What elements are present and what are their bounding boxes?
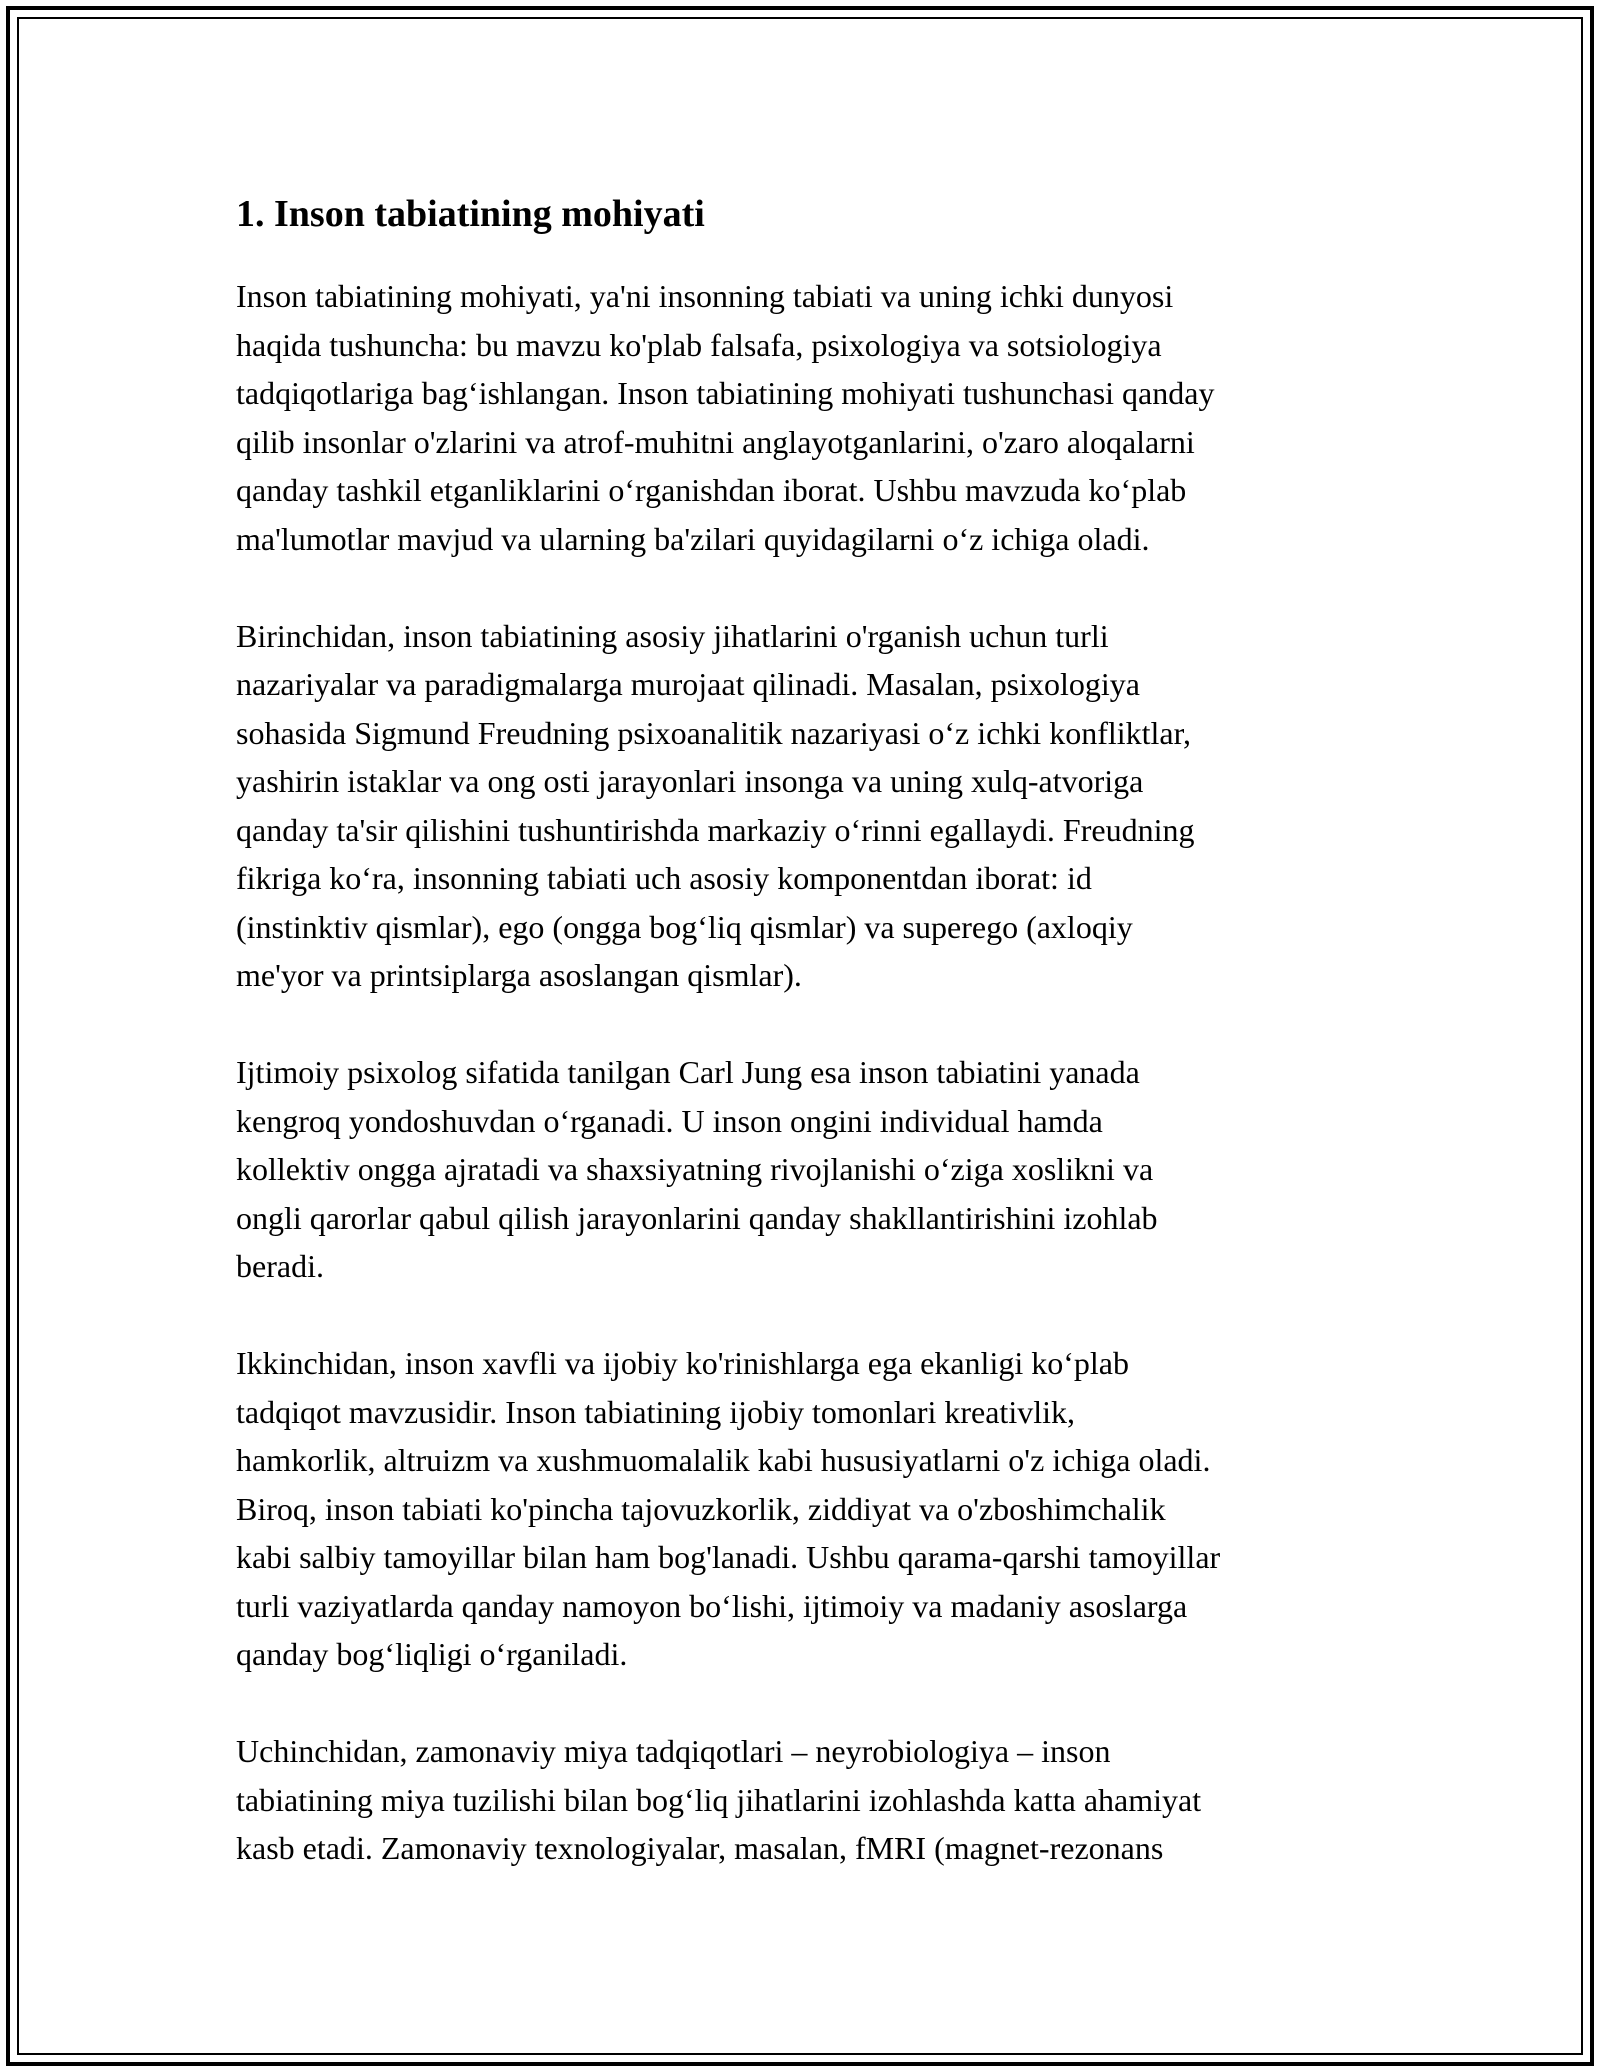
text-line: beradi. <box>236 1248 324 1284</box>
text-line: Ijtimoiy psixolog sifatida tanilgan Carl Jung esa inson tabiatini yanada <box>236 1054 1140 1090</box>
text-line: qanday tashkil etganliklarini o‘rganishdan iborat. Ushbu mavzuda ko‘plab <box>236 472 1187 508</box>
text-line: kengroq yondoshuvdan o‘rganadi. U inson ongini individual hamda <box>236 1102 1103 1139</box>
text-line: Biroq, inson tabiati ko'pincha tajovuzkorlik, ziddiyat va o'zboshimchalik <box>236 1490 1166 1527</box>
text-line: ongli qarorlar qabul qilish jarayonlarini qanday shakllantirishini izohlab <box>236 1199 1158 1236</box>
paragraph-1 <box>236 272 1396 563</box>
text-line: Uchinchidan, zamonaviy miya tadqiqotlari – neyrobiologiya – inson <box>236 1733 1111 1769</box>
text-line: nazariyalar va paradigmalarga murojaat qilinadi. Masalan, psixologiya <box>236 666 1140 702</box>
text-line: Inson tabiatining mohiyati, ya'ni insonning tabiati va uning ichki dunyosi <box>236 278 1174 314</box>
text-line: qanday ta'sir qilishini tushuntirishda markaziy o‘rinni egallaydi. Freudning <box>236 811 1195 848</box>
text-line: tadqiqotlariga bag‘ishlangan. Inson tabiatining mohiyati tushunchasi qanday <box>236 375 1215 411</box>
text-line: yashirin istaklar va ong osti jarayonlari insonga va uning xulq-atvoriga <box>236 763 1144 799</box>
text-line: (instinktiv qismlar), ego (ongga bog‘liq qismlar) va superego (axloqiy <box>236 908 1133 945</box>
text-line: qilib insonlar o'zlarini va atrof-muhitni anglayotganlarini, o'zaro aloqalarni <box>236 423 1195 460</box>
section-heading: 1. Inson tabiatining mohiyati <box>236 193 705 235</box>
text-line: haqida tushuncha: bu mavzu ko'plab falsafa, psixologiya va sotsiologiya <box>236 326 1162 363</box>
text-line: qanday bog‘liqligi o‘rganiladi. <box>236 1636 628 1672</box>
paragraph-3 <box>236 1048 1396 1291</box>
text-line: fikriga ko‘ra, insonning tabiati uch asosiy komponentdan iborat: id <box>236 860 1092 896</box>
paragraph-4 <box>236 1339 1396 1679</box>
text-line: kasb etadi. Zamonaviy texnologiyalar, masalan, fMRI (magnet-rezonans <box>236 1830 1164 1866</box>
text-line: turli vaziyatlarda qanday namoyon bo‘lishi, ijtimoiy va madaniy asoslarga <box>236 1587 1188 1624</box>
text-line: ma'lumotlar mavjud va ularning ba'zilari quyidagilarni o‘z ichiga oladi. <box>236 520 1150 557</box>
text-line: kabi salbiy tamoyillar bilan ham bog'lanadi. Ushbu qarama-qarshi tamoyillar <box>236 1539 1221 1575</box>
text-line: kollektiv ongga ajratadi va shaxsiyatning rivojlanishi o‘ziga xoslikni va <box>236 1151 1154 1187</box>
text-line: sohasida Sigmund Freudning psixoanalitik nazariyasi o‘z ichki konfliktlar, <box>236 714 1191 751</box>
text-line: hamkorlik, altruizm va xushmuomalalik kabi hususiyatlarni o'z ichiga oladi. <box>236 1442 1211 1478</box>
paragraph-5 <box>236 1727 1396 1873</box>
text-line: tadqiqot mavzusidir. Inson tabiatining ijobiy tomonlari kreativlik, <box>236 1393 1075 1430</box>
text-line: tabiatining miya tuzilishi bilan bog‘liq jihatlarini izohlashda katta ahamiyat <box>236 1781 1202 1818</box>
text-line: me'yor va printsiplarga asoslangan qismlar). <box>236 957 802 993</box>
paragraph-2 <box>236 612 1396 1000</box>
document-body <box>236 186 1396 1921</box>
text-line: Birinchidan, inson tabiatining asosiy jihatlarini o'rganish uchun turli <box>236 617 1109 654</box>
text-line: Ikkinchidan, inson xavfli va ijobiy ko'rinishlarga ega ekanligi ko‘plab <box>236 1345 1129 1381</box>
